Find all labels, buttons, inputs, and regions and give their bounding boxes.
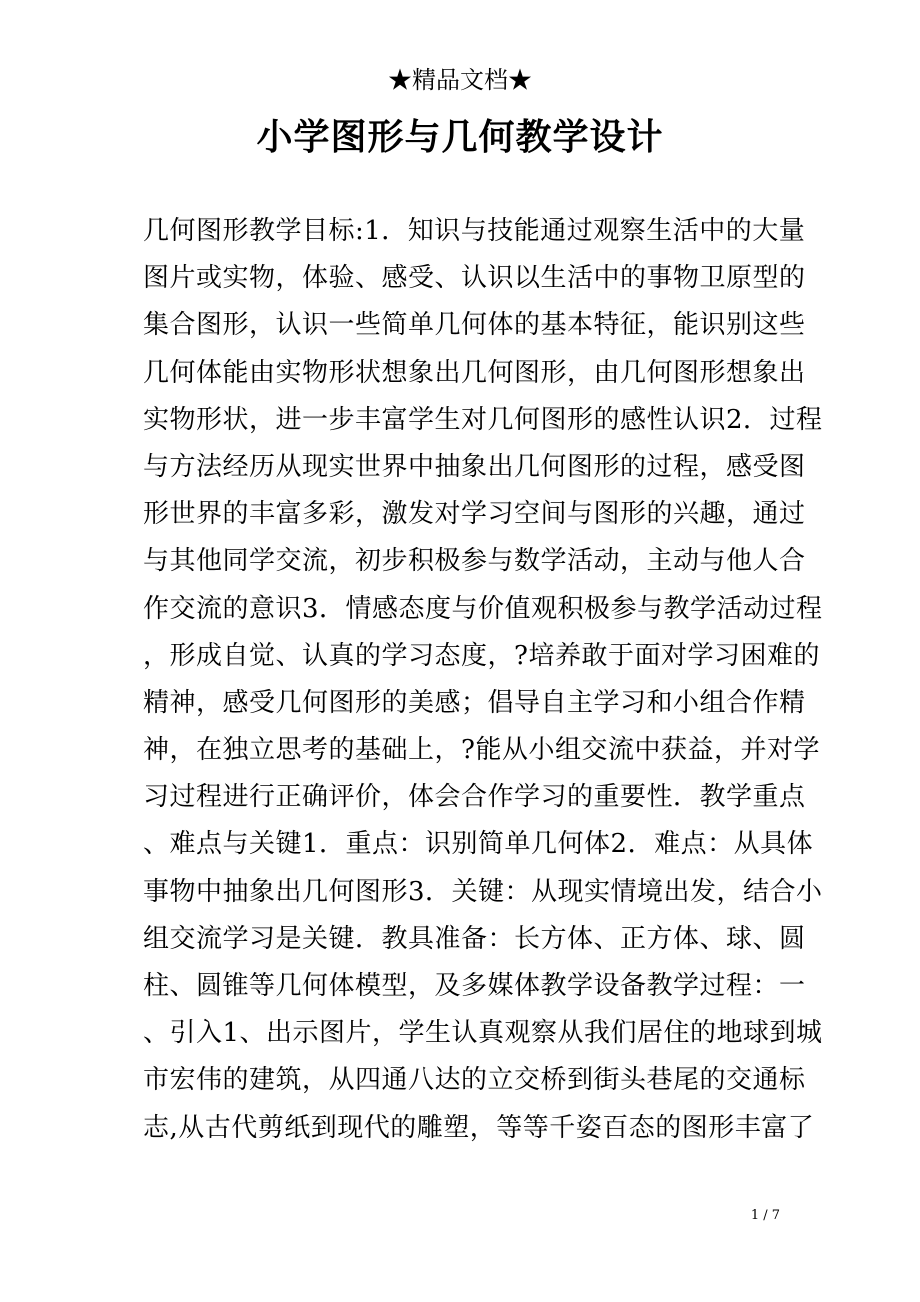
body-line: 组交流学习是关键．教具准备：长方体、正方体、球、圆 [143, 923, 806, 954]
page-title: 小学图形与几何教学设计 [256, 116, 664, 158]
body-line: 图片或实物，体验、感受、认识以生活中的事物卫原型的 [143, 263, 806, 294]
body-line: 习过程进行正确评价，体会合作学习的重要性．教学重点 [143, 782, 806, 813]
body-text [143, 208, 823, 1152]
body-line: 几何体能由实物形状想象出几何图形，由几何图形想象出 [143, 357, 806, 388]
body-line: 集合图形，认识一些简单几何体的基本特征，能识别这些 [143, 310, 806, 341]
body-line: 神，在独立思考的基础上，?能从小组交流中获益，并对学 [143, 735, 820, 766]
body-line: 精神，感受几何图形的美感；倡导自主学习和小组合作精 [143, 687, 806, 718]
body-line: 作交流的意识3．情感态度与价值观积极参与教学活动过程 [143, 593, 823, 624]
body-line: 、难点与关键1．重点：识别简单几何体2．难点：从具体 [143, 829, 814, 860]
page-number: 1 / 7 [750, 1208, 780, 1223]
page-header: ★精品文档★ [388, 66, 532, 94]
body-line: 实物形状，进一步丰富学生对几何图形的感性认识2．过程 [143, 404, 823, 435]
body-line: 形世界的丰富多彩，激发对学习空间与图形的兴趣，通过 [143, 499, 806, 530]
body-line: 与其他同学交流，初步积极参与数学活动，主动与他人合 [143, 546, 806, 577]
body-line: 柱、圆锥等几何体模型，及多媒体教学设备教学过程：一 [143, 971, 806, 1001]
body-line: 事物中抽象出几何图形3．关键：从现实情境出发，结合小 [143, 876, 823, 907]
body-line: 几何图形教学目标:1．知识与技能通过观察生活中的大量 [143, 216, 806, 246]
body-line: 市宏伟的建筑，从四通八达的立交桥到街头巷尾的交通标 [143, 1065, 806, 1096]
body-line: 、引入1、出示图片，学生认真观察从我们居住的地球到城 [143, 1018, 823, 1049]
body-line: 与方法经历从现实世界中抽象出几何图形的过程，感受图 [143, 451, 806, 482]
body-line: ，形成自觉、认真的学习态度，?培养敢于面对学习困难的 [143, 640, 820, 671]
body-line: 志,从古代剪纸到现代的雕塑，等等千姿百态的图形丰富了 [143, 1112, 815, 1143]
